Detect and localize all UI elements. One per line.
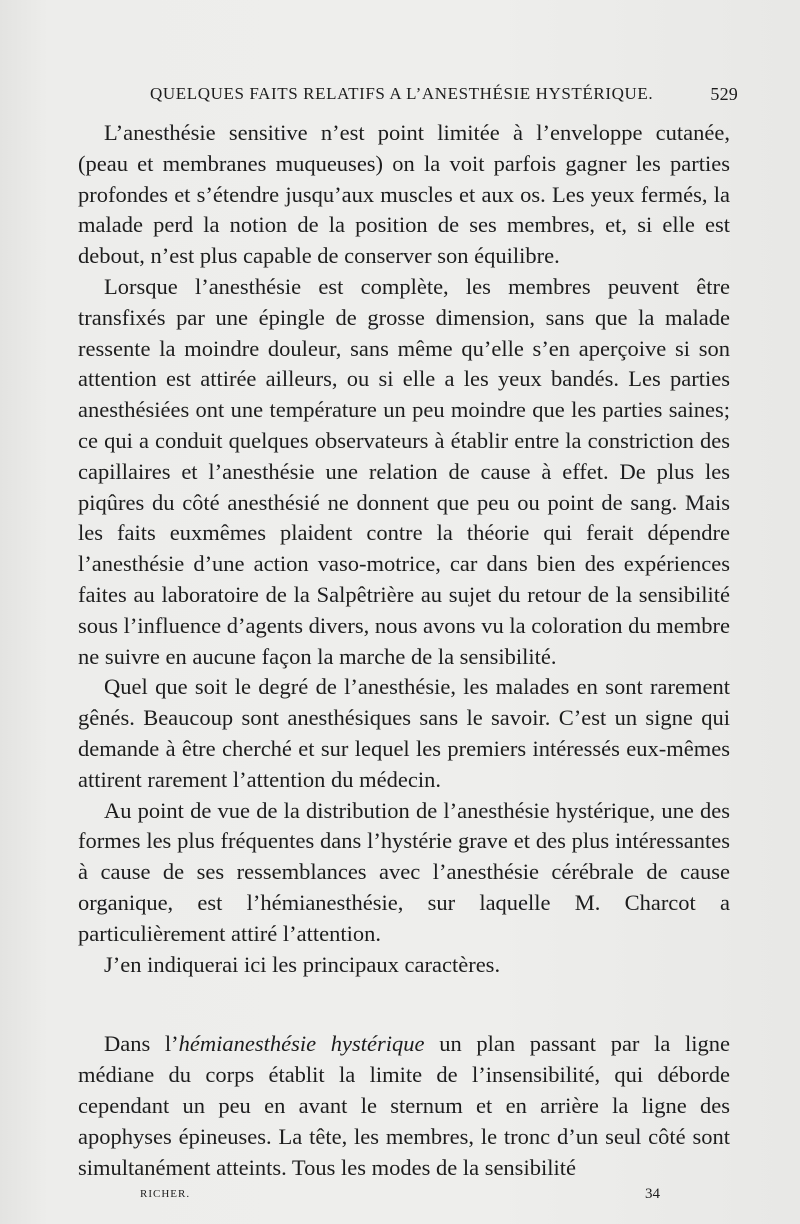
page-header [150,84,738,112]
paragraph-last [78,1029,730,1183]
paragraph: L’anesthésie sensitive n’est point limitée à l’enveloppe cutanée, (peau et membranes muqueuses) on la voit parfois gagner les parties profondes et s’étendre jusqu’aux muscles et aux os. Les yeux fermés, la malade perd la notion de la position de ses membres, et, si elle est debout, n’est plus capable de conserver son équilibre. [78,120,730,269]
paragraph: Quel que soit le degré de l’anesthésie, les malades en sont rarement gênés. Beaucoup sont anesthésiques sans le savoir. C’est un signe qui demande à être cherché et sur lequel les premiers intéressés eux-mêmes attirent rarement l’attention du médecin. [78,674,730,792]
paragraph-text: Dans l’ [104,1031,179,1057]
running-title: QUELQUES FAITS RELATIFS A L’ANESTHÉSIE HYSTÉRIQUE. [150,84,654,103]
paragraph: J’en indiquerai ici les principaux caractères. [104,951,501,977]
printer-signature: RICHER. [140,1188,191,1200]
body-text [78,118,730,1183]
page-number: 529 [710,84,738,104]
paragraph-text: un plan passant par la ligne médiane du corps établit la limite de l’insensibilité, qui déborde cependant un peu en avant le sternum et en arrière la ligne des apophyses épineuses. La tête, les membres, le tronc d’un seul côté sont simultanément atteints. Tous les modes de la sensibilité [78,1031,730,1180]
italic-term: hémianesthésie hystérique [178,1031,425,1057]
sheet-number: 34 [645,1186,660,1202]
paragraph: Lorsque l’anesthésie est complète, les membres peuvent être transfixés par une épingle de grosse dimension, sans que la malade ressente la moindre douleur, sans même qu’elle s’en aperçoive si son attention est attirée ailleurs, ou si elle a les yeux bandés. Les parties anesthésiées ont une température un peu moindre que les parties saines; ce qui a conduit quelques observateurs à établir entre la constriction des capillaires et l’anesthésie une relation de cause à effet. De plus les piqûres du côté anesthésié ne donnent que peu ou point de sang. Mais les faits euxmêmes plaident contre la théorie qui ferait dépendre l’anesthésie d’une action vaso-motrice, car dans bien des expériences faites au laboratoire de la Salpêtrière au sujet du retour de la sensibilité sous l’influence d’agents divers, nous avons vu la coloration du membre ne suivre en aucune façon la marche de la sensibilité. [78,273,730,669]
page-footer [140,1186,660,1206]
paragraph: Au point de vue de la distribution de l’anesthésie hystérique, une des formes les plus fréquentes dans l’hystérie grave et des plus intéressantes à cause de ses ressemblances avec l’anesthésie cérébrale de cause organique, est l’hémianesthésie, sur laquelle M. Charcot a particulièrement attiré l’attention. [78,797,730,946]
